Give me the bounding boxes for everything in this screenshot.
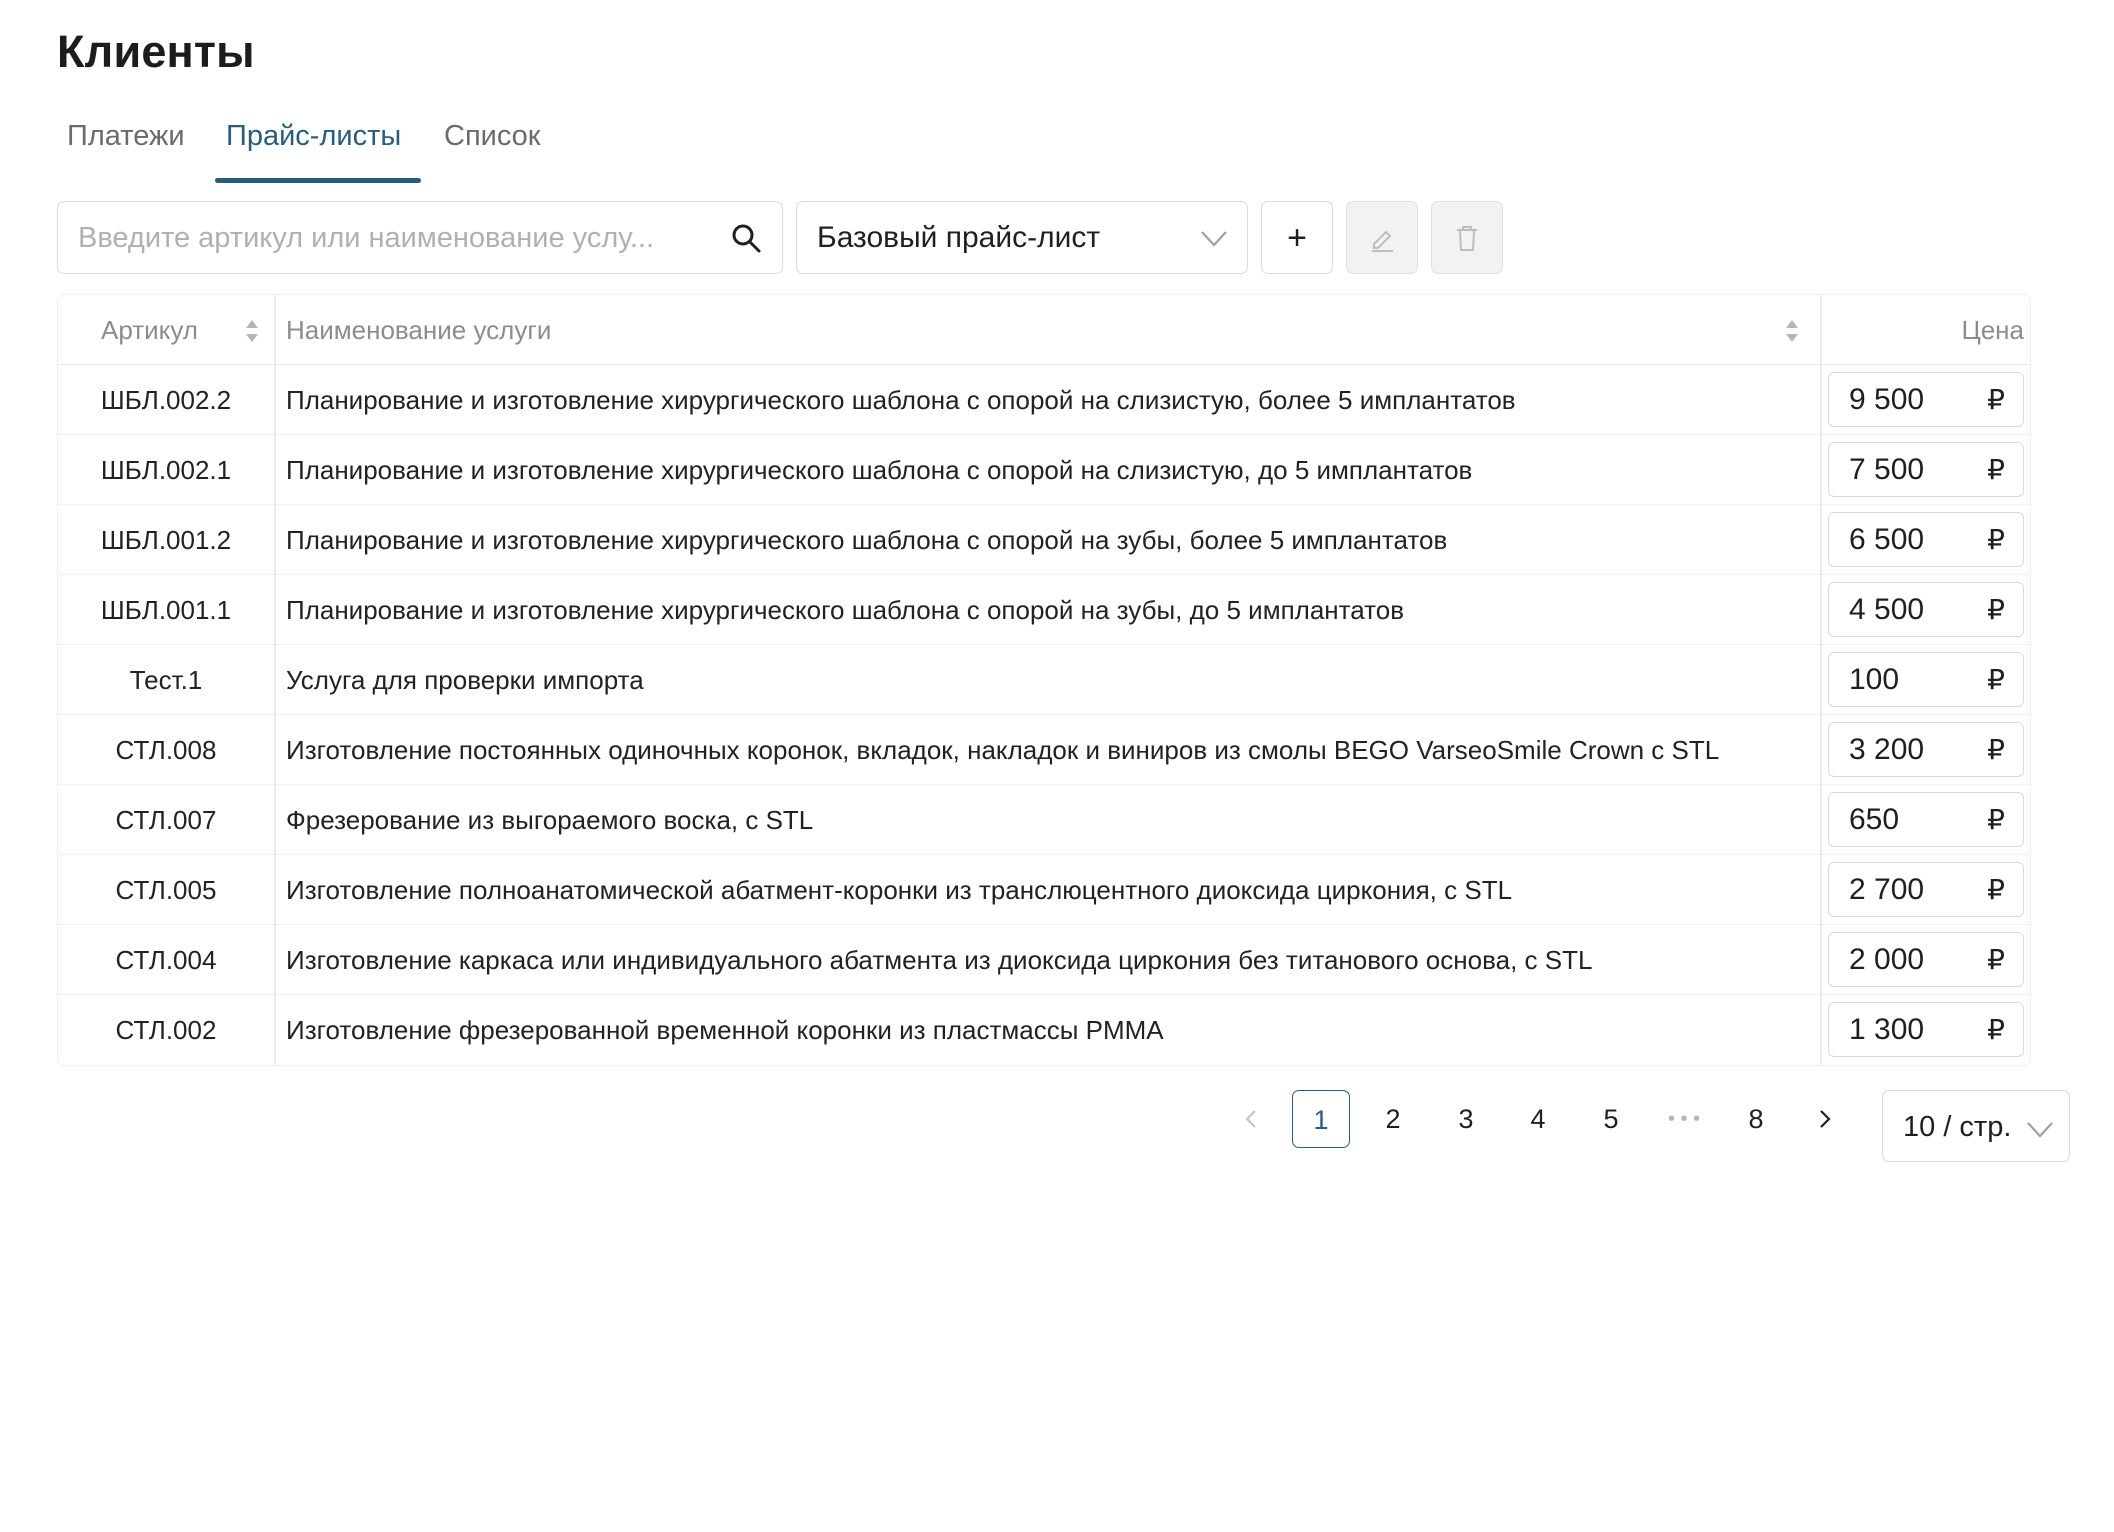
row-name: Планирование и изготовление хирургического шаблона с опорой на слизистую, до 5 имплантатов bbox=[286, 455, 1473, 485]
column-separator bbox=[1820, 995, 1822, 1065]
edit-price-list-button[interactable] bbox=[1346, 201, 1418, 274]
column-separator bbox=[274, 645, 276, 715]
table-row bbox=[58, 855, 2030, 925]
ruble-icon: ₽ bbox=[1987, 664, 2005, 695]
price-input[interactable] bbox=[1828, 442, 2024, 497]
chevron-right-icon[interactable] bbox=[1812, 1107, 1836, 1131]
row-name: Изготовление каркаса или индивидуального абатмента из диоксида циркония без титанового основа, с STL bbox=[286, 945, 1593, 975]
price-input[interactable] bbox=[1828, 792, 2024, 847]
table-row bbox=[58, 435, 2030, 505]
price-value: 7 500 bbox=[1849, 453, 1925, 486]
column-separator bbox=[274, 785, 276, 855]
row-code: ШБЛ.001.2 bbox=[100, 525, 232, 555]
delete-price-list-button[interactable] bbox=[1431, 201, 1503, 274]
pencil-icon bbox=[1366, 222, 1398, 254]
ruble-icon: ₽ bbox=[1987, 524, 2005, 555]
table-row bbox=[58, 645, 2030, 715]
column-separator bbox=[274, 855, 276, 925]
table-row bbox=[58, 575, 2030, 645]
tabs bbox=[57, 120, 657, 184]
tab-payments[interactable]: Платежи bbox=[67, 120, 185, 152]
row-code: СТЛ.005 bbox=[115, 875, 217, 905]
price-input[interactable] bbox=[1828, 652, 2024, 707]
row-name: Изготовление фрезерованной временной коронки из пластмассы PMMA bbox=[286, 1015, 1164, 1045]
price-value: 2 700 bbox=[1849, 873, 1925, 906]
row-code: СТЛ.007 bbox=[115, 805, 217, 835]
price-input[interactable] bbox=[1828, 722, 2024, 777]
price-input[interactable] bbox=[1828, 862, 2024, 917]
table-row bbox=[58, 995, 2030, 1065]
row-name: Изготовление полноанатомической абатмент-коронки из транслюцентного диоксида циркония, с STL bbox=[286, 875, 1513, 905]
tab-price-lists[interactable]: Прайс-листы bbox=[226, 120, 402, 152]
column-separator bbox=[1820, 645, 1822, 715]
price-value: 650 bbox=[1849, 803, 1900, 836]
row-name: Изготовление постоянных одиночных коронок, вкладок, накладок и виниров из смолы BEGO VarseoSmile Crown с STL bbox=[286, 735, 1720, 765]
price-list-select-value: Базовый прайс-лист bbox=[817, 221, 1101, 254]
price-input[interactable] bbox=[1828, 512, 2024, 567]
column-separator bbox=[1820, 785, 1822, 855]
column-separator bbox=[274, 435, 276, 505]
add-price-list-button[interactable] bbox=[1261, 201, 1333, 274]
search-input[interactable] bbox=[78, 216, 698, 260]
row-name: Фрезерование из выгораемого воска, с STL bbox=[286, 805, 814, 835]
price-input[interactable] bbox=[1828, 1002, 2024, 1057]
column-separator bbox=[1820, 505, 1822, 575]
ruble-icon: ₽ bbox=[1987, 804, 2005, 835]
row-code: СТЛ.004 bbox=[115, 945, 217, 975]
search-icon[interactable] bbox=[730, 222, 762, 254]
pagination-ellipsis[interactable]: • • • bbox=[1667, 1108, 1701, 1130]
column-separator bbox=[1820, 855, 1822, 925]
row-code: Тест.1 bbox=[129, 665, 203, 695]
page-8[interactable]: 8 bbox=[1748, 1104, 1764, 1134]
price-value: 2 000 bbox=[1849, 943, 1925, 976]
ruble-icon: ₽ bbox=[1987, 944, 2005, 975]
row-code: СТЛ.002 bbox=[115, 1015, 217, 1045]
page-size-value: 10 / стр. bbox=[1903, 1111, 2012, 1143]
table-row bbox=[58, 505, 2030, 575]
ruble-icon: ₽ bbox=[1987, 594, 2005, 625]
column-separator bbox=[274, 505, 276, 575]
page-5[interactable]: 5 bbox=[1603, 1104, 1619, 1134]
column-separator bbox=[1820, 925, 1822, 995]
column-header-code[interactable]: Артикул bbox=[101, 315, 198, 345]
price-value: 3 200 bbox=[1849, 733, 1925, 766]
price-input[interactable] bbox=[1828, 372, 2024, 427]
chevron-down-icon bbox=[2025, 1117, 2055, 1141]
table-row bbox=[58, 785, 2030, 855]
page-2[interactable]: 2 bbox=[1385, 1104, 1401, 1134]
column-separator bbox=[1820, 295, 1822, 365]
column-separator bbox=[1820, 715, 1822, 785]
page-1[interactable]: 1 bbox=[1292, 1090, 1350, 1148]
price-value: 6 500 bbox=[1849, 523, 1925, 556]
chevron-left-icon[interactable] bbox=[1240, 1107, 1264, 1131]
trash-icon bbox=[1451, 222, 1483, 254]
row-name: Планирование и изготовление хирургического шаблона с опорой на слизистую, более 5 имплантатов bbox=[286, 385, 1516, 415]
toolbar bbox=[57, 201, 1657, 274]
row-code: ШБЛ.002.1 bbox=[100, 455, 232, 485]
column-separator bbox=[1820, 575, 1822, 645]
active-tab-indicator bbox=[215, 178, 421, 183]
row-name: Планирование и изготовление хирургического шаблона с опорой на зубы, более 5 имплантатов bbox=[286, 525, 1448, 555]
search-box bbox=[57, 201, 783, 274]
column-separator bbox=[274, 715, 276, 785]
ruble-icon: ₽ bbox=[1987, 734, 2005, 765]
row-name: Услуга для проверки импорта bbox=[286, 665, 644, 695]
tab-list[interactable]: Список bbox=[444, 120, 541, 152]
column-separator bbox=[1820, 435, 1822, 505]
row-name: Планирование и изготовление хирургического шаблона с опорой на зубы, до 5 имплантатов bbox=[286, 595, 1405, 625]
column-header-name[interactable]: Наименование услуги bbox=[286, 315, 552, 345]
sort-icon[interactable] bbox=[1784, 317, 1800, 345]
price-value: 4 500 bbox=[1849, 593, 1925, 626]
ruble-icon: ₽ bbox=[1987, 1014, 2005, 1045]
price-value: 1 300 bbox=[1849, 1013, 1925, 1046]
chevron-down-icon bbox=[1199, 226, 1229, 250]
table-row bbox=[58, 925, 2030, 995]
column-separator bbox=[274, 925, 276, 995]
row-code: ШБЛ.002.2 bbox=[100, 385, 232, 415]
plus-icon: + bbox=[1287, 218, 1307, 257]
table-header bbox=[58, 295, 2030, 365]
price-input[interactable] bbox=[1828, 932, 2024, 987]
page-3[interactable]: 3 bbox=[1458, 1104, 1474, 1134]
page-size-select[interactable] bbox=[1882, 1090, 2070, 1162]
table-row bbox=[58, 715, 2030, 785]
column-separator bbox=[274, 995, 276, 1065]
ruble-icon: ₽ bbox=[1987, 454, 2005, 485]
ruble-icon: ₽ bbox=[1987, 874, 2005, 905]
ruble-icon: ₽ bbox=[1987, 384, 2005, 415]
row-code: ШБЛ.001.1 bbox=[100, 595, 232, 625]
row-code: СТЛ.008 bbox=[115, 735, 217, 765]
column-separator bbox=[274, 295, 276, 365]
pagination bbox=[1200, 1090, 2100, 1166]
table-body bbox=[58, 365, 2030, 1065]
table-row bbox=[58, 365, 2030, 435]
page-4[interactable]: 4 bbox=[1530, 1104, 1546, 1134]
price-value: 9 500 bbox=[1849, 383, 1925, 416]
price-list-select[interactable] bbox=[796, 201, 1248, 274]
price-input[interactable] bbox=[1828, 582, 2024, 637]
price-value: 100 bbox=[1849, 663, 1900, 696]
column-separator bbox=[274, 365, 276, 435]
page-title: Клиенты bbox=[57, 26, 255, 77]
column-separator bbox=[1820, 365, 1822, 435]
column-separator bbox=[274, 575, 276, 645]
column-header-price: Цена bbox=[1961, 315, 2024, 345]
sort-icon[interactable] bbox=[244, 317, 260, 345]
price-table bbox=[57, 294, 2031, 1066]
